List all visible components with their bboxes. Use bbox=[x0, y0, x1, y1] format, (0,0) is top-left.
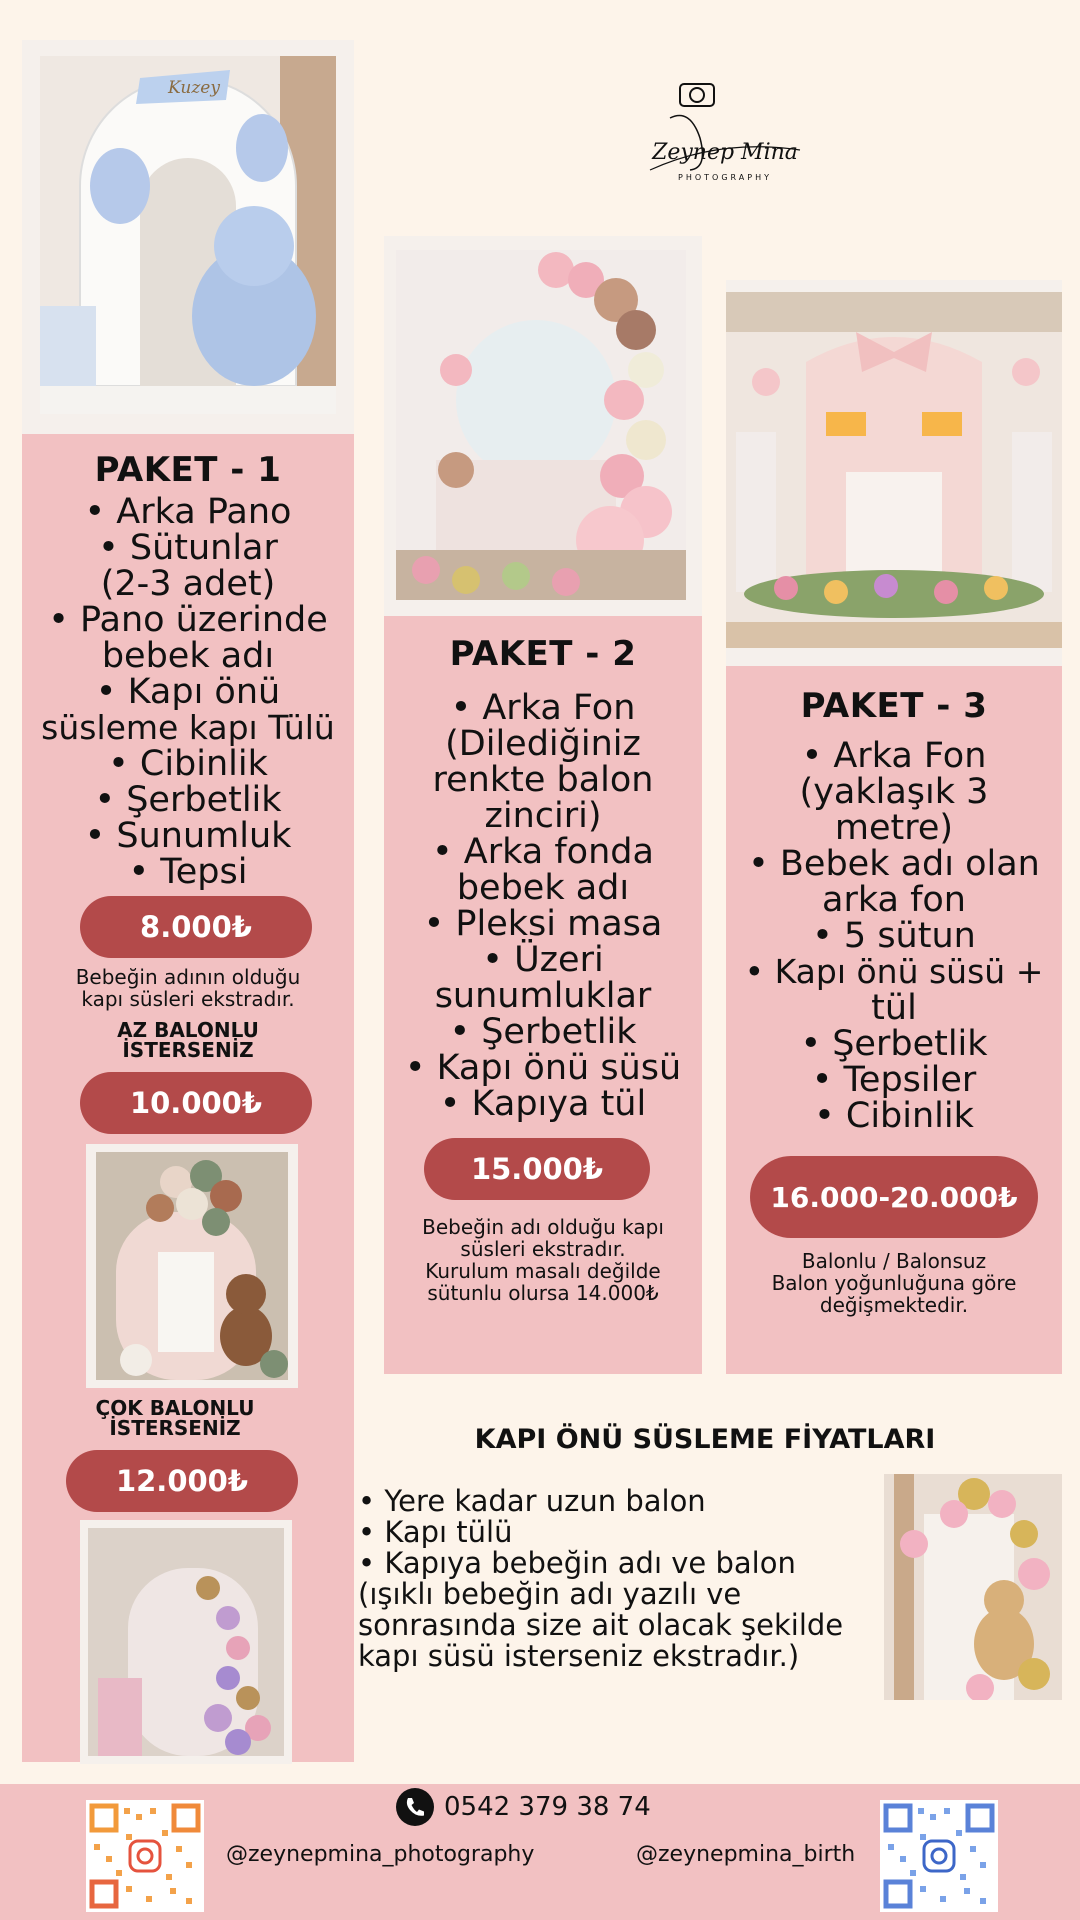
package1-price: 8.000₺ bbox=[80, 896, 312, 958]
list-item: • Arka Fon bbox=[801, 736, 987, 776]
list-item: • Kapı önü bbox=[95, 672, 281, 712]
list-item: • Tepsiler bbox=[811, 1060, 977, 1100]
option2-photo bbox=[88, 1528, 284, 1756]
list-item: • Şerbetlik bbox=[449, 1012, 637, 1052]
list-item: tül bbox=[871, 988, 917, 1028]
list-item: • Kapı önü süsü + bbox=[744, 952, 1044, 991]
list-item: • Şerbetlik bbox=[800, 1024, 988, 1064]
list-item: • Şerbetlik bbox=[94, 780, 282, 820]
instagram-handle-birth[interactable]: @zeynepmina_birth bbox=[636, 1842, 856, 1867]
list-item: arka fon bbox=[822, 880, 966, 920]
door-photo bbox=[884, 1474, 1062, 1700]
list-item: • Arka Pano bbox=[84, 492, 292, 532]
list-item: zinciri) bbox=[484, 796, 602, 836]
list-item: • Arka Fon bbox=[450, 688, 636, 728]
instagram-handle-photography[interactable]: @zeynepmina_photography bbox=[226, 1842, 535, 1867]
package2-photo bbox=[396, 250, 686, 600]
brand-logo bbox=[630, 78, 820, 188]
list-item: • Cibinlik bbox=[108, 744, 268, 784]
list-item: renkte balon bbox=[432, 760, 654, 800]
list-item: • Pano üzerinde bbox=[48, 600, 328, 640]
list-item: • Sunumluk bbox=[84, 816, 292, 856]
package3-items bbox=[726, 738, 1062, 1134]
list-item: süsleme kapı Tülü bbox=[41, 708, 335, 747]
list-item: (ışıklı bebeğin adı yazılı ve bbox=[358, 1577, 742, 1611]
package1-photo bbox=[40, 56, 336, 414]
package1-note: Bebeğin adının olduğu kapı süsleri ekstradır. bbox=[75, 965, 301, 1011]
list-item: metre) bbox=[834, 808, 954, 848]
logo-script: Zeynep Mina bbox=[652, 140, 798, 165]
list-item: (Dilediğiniz bbox=[445, 724, 641, 764]
list-item: • Yere kadar uzun balon bbox=[358, 1484, 706, 1518]
package3-note: Balonlu / Balonsuz Balon yoğunluğuna göre değişmektedir. bbox=[771, 1249, 1017, 1317]
qr-code-birth[interactable] bbox=[880, 1800, 998, 1912]
list-item: • Kapı önü süsü bbox=[404, 1048, 682, 1088]
package2-price: 15.000₺ bbox=[424, 1138, 650, 1200]
list-item: sunumluklar bbox=[434, 976, 652, 1016]
option-many-balloons-price: 12.000₺ bbox=[66, 1450, 298, 1512]
list-item: • Arka fonda bbox=[432, 832, 654, 872]
qr-code-photography[interactable] bbox=[86, 1800, 204, 1912]
list-item: • Kapıya bebeğin adı ve balon bbox=[358, 1546, 796, 1580]
option-few-balloons-label: AZ BALONLU İSTERSENİZ bbox=[117, 1018, 259, 1062]
option-few-balloons-price: 10.000₺ bbox=[80, 1072, 312, 1134]
list-item: bebek adı bbox=[101, 636, 275, 676]
list-item: • Pleksi masa bbox=[423, 904, 663, 944]
door-section-title: KAPI ÖNÜ SÜSLEME FİYATLARI bbox=[474, 1424, 936, 1455]
list-item: • Kapı tülü bbox=[358, 1515, 513, 1549]
camera-signature-icon bbox=[630, 78, 820, 188]
package2-items bbox=[384, 690, 702, 1122]
door-section-list bbox=[358, 1486, 878, 1672]
list-item: • Sütunlar bbox=[98, 528, 278, 568]
list-item: • Bebek adı olan bbox=[748, 844, 1040, 884]
hero-baby-name: Kuzey bbox=[168, 78, 220, 98]
list-item: (2-3 adet) bbox=[100, 564, 276, 604]
list-item: • Üzeri bbox=[482, 940, 604, 980]
list-item: kapı süsü isterseniz ekstradır.) bbox=[358, 1639, 800, 1673]
package3-price: 16.000-20.000₺ bbox=[750, 1156, 1038, 1238]
list-item: (yaklaşık 3 bbox=[799, 772, 989, 812]
package3-photo bbox=[726, 292, 1062, 648]
package2-title: PAKET - 2 bbox=[449, 634, 637, 674]
list-item: • Kapıya tül bbox=[439, 1084, 647, 1124]
option-many-balloons-label: ÇOK BALONLU İSTERSENİZ bbox=[95, 1396, 255, 1440]
option1-photo bbox=[96, 1152, 288, 1380]
phone-number[interactable]: 0542 379 38 74 bbox=[444, 1792, 651, 1822]
list-item: • 5 sütun bbox=[812, 916, 976, 956]
phone-icon bbox=[396, 1788, 434, 1826]
list-item: • Cibinlik bbox=[814, 1096, 974, 1136]
list-item: sonrasında size ait olacak şekilde bbox=[358, 1608, 844, 1642]
list-item: • Tepsi bbox=[128, 852, 248, 892]
package1-title: PAKET - 1 bbox=[94, 450, 282, 490]
package1-items bbox=[22, 494, 354, 890]
logo-subtitle: PHOTOGRAPHY bbox=[678, 173, 772, 182]
package2-note: Bebeğin adı olduğu kapı süsleri ekstradır. Kurulum masalı değilde sütunlu olursa 14.000₺ bbox=[422, 1215, 664, 1305]
package3-title: PAKET - 3 bbox=[800, 686, 988, 726]
list-item: bebek adı bbox=[456, 868, 630, 908]
